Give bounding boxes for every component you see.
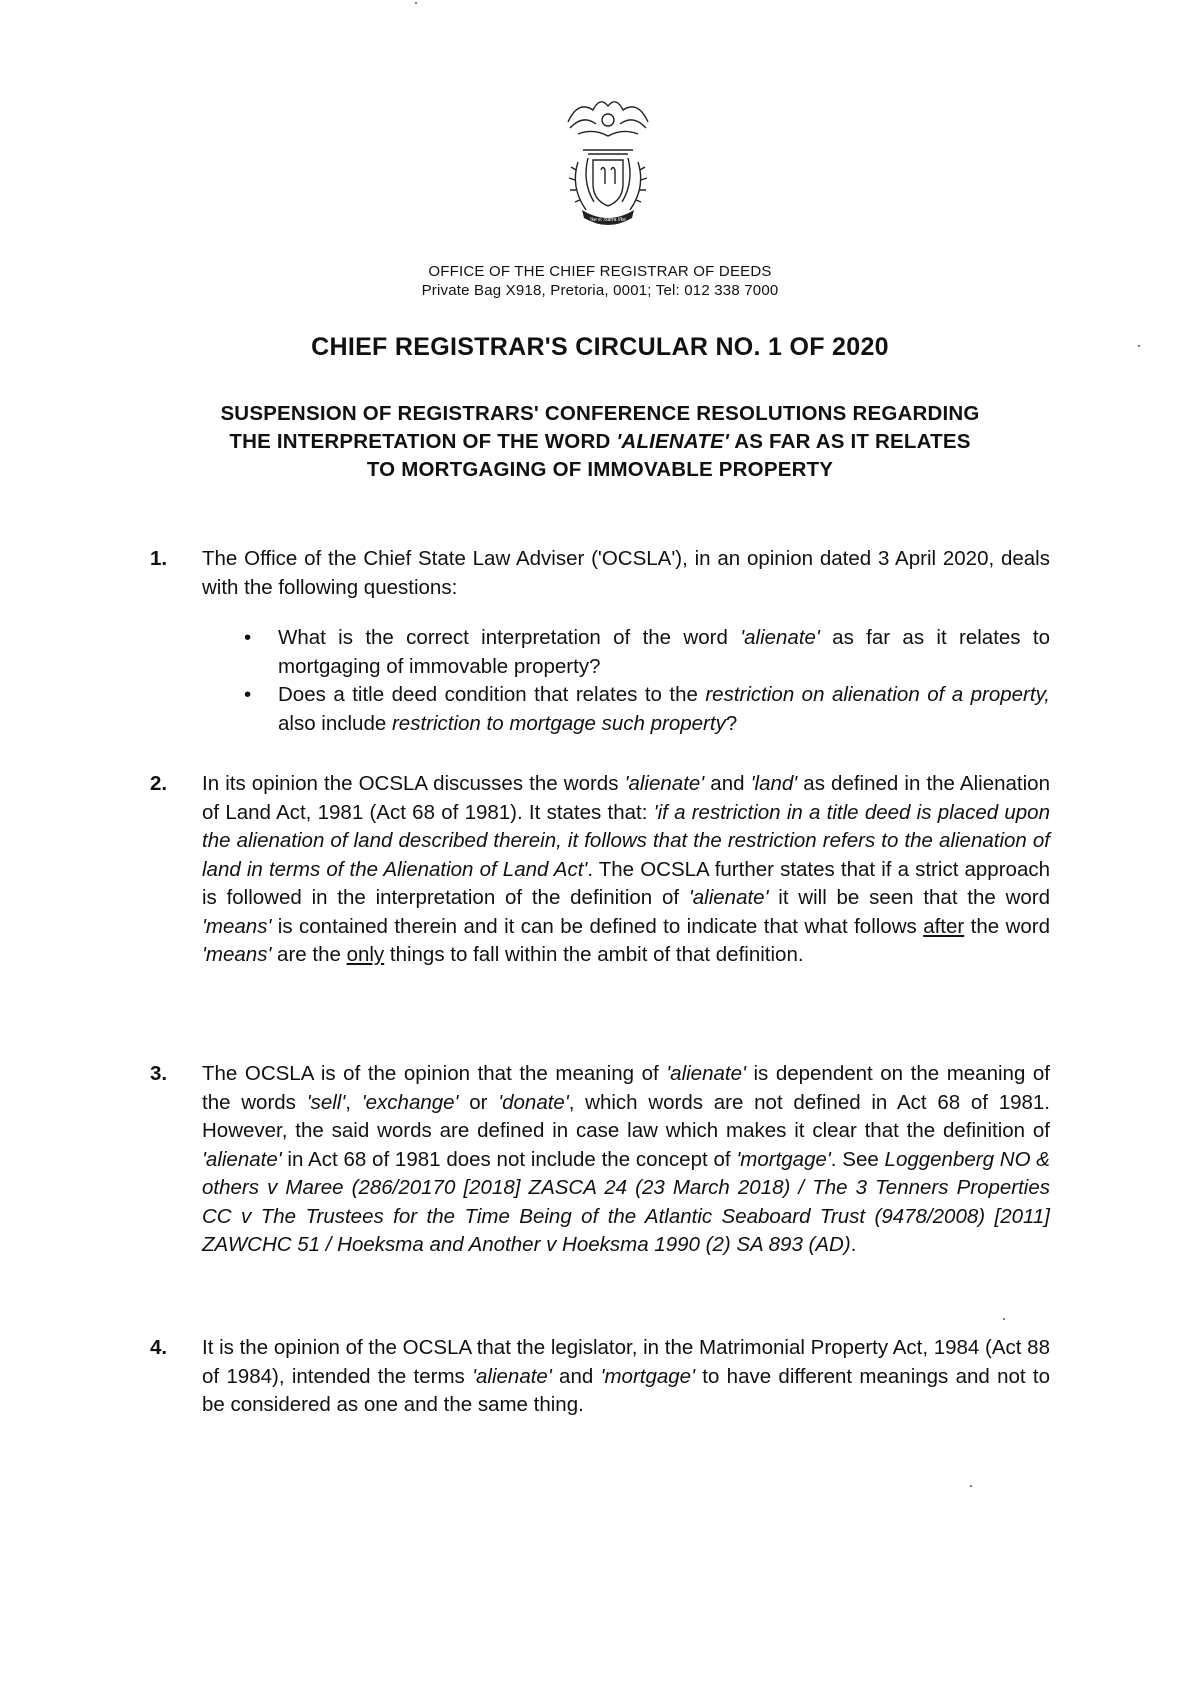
- emphasis: 'alienate': [624, 772, 705, 795]
- coat-of-arms-emblem: [548, 92, 668, 232]
- scan-speck: [970, 1485, 972, 1487]
- list-text: ?: [725, 711, 738, 735]
- office-address: Private Bag X918, Pretoria, 0001; Tel: 012 338 7000: [421, 282, 779, 299]
- emphasis: 'means': [202, 943, 272, 966]
- case-citations: Loggenberg NO & others v Maree (286/20170 [2018] ZASCA 24 (23 March 2018) / The 3 Tenners Properties CC v The Trustees for the Time Being of the Atlantic Seaboard Trust (9478/2008) [2011] ZAWCHC 51 / Hoeksma and Another v Hoeksma 1990 (2) SA 893 (AD): [202, 1147, 1050, 1256]
- emphasis: 'alienate': [202, 1147, 282, 1171]
- subject-line-3: TO MORTGAGING OF IMMOVABLE PROPERTY: [366, 458, 834, 481]
- paragraph-1: [150, 545, 1050, 738]
- text-run: the word: [964, 914, 1050, 938]
- text-run: , which words are not defined in Act 68 of 1981. However, the said words are defined in case law which makes it clear that the definition of: [202, 1090, 1051, 1142]
- text-run: it will be seen that the word: [768, 886, 1050, 909]
- text-run: as defined in the Alienation of Land Act, 1981 (Act 68 of 1981). It states that:: [202, 772, 1050, 824]
- text-run: to have different meanings and not to be considered as one and the same thing.: [202, 1364, 1050, 1416]
- office-header: [0, 262, 1200, 300]
- emphasis: 'mortgage': [736, 1147, 831, 1171]
- paragraph-4: [150, 1334, 1050, 1420]
- paragraph-number: 2.: [150, 772, 168, 795]
- bullet-icon: •: [244, 626, 252, 649]
- text-run: things to fall within the ambit of that definition.: [384, 943, 804, 966]
- text-run: in Act 68 of 1981 does not include the concept of: [281, 1147, 737, 1171]
- emphasis: 'sell': [306, 1090, 346, 1114]
- bullet-icon: •: [244, 683, 252, 706]
- list-text: Does a title deed condition that relates to the: [278, 683, 706, 706]
- underlined-word: only: [346, 943, 385, 966]
- subject-line-2-emphasis: 'ALIENATE': [616, 430, 730, 453]
- list-emphasis: restriction on alienation of a property,: [705, 683, 1050, 706]
- subject-line-2-text: THE INTERPRETATION OF THE WORD: [229, 430, 617, 453]
- paragraph-3: [150, 1060, 1050, 1260]
- circular-title: CHIEF REGISTRAR'S CIRCULAR NO. 1 OF 2020: [311, 333, 889, 361]
- scan-speck: [1138, 345, 1140, 347]
- list-item: [244, 624, 1050, 681]
- emphasis: 'donate': [498, 1090, 569, 1114]
- emphasis: 'alienate': [666, 1062, 746, 1085]
- list-text: as far as it relates to mortgaging of immovable property?: [278, 626, 1050, 678]
- paragraph-number: 1.: [150, 547, 168, 570]
- emphasis: 'means': [202, 914, 272, 938]
- text-run: and: [551, 1364, 601, 1388]
- scan-speck: [415, 2, 417, 4]
- paragraph-body: The Office of the Chief State Law Adviser ('OCSLA'), in an opinion dated 3 April 2020, deals with the following questions:: [202, 547, 1050, 599]
- text-run: The OCSLA is of the opinion that the meaning of: [202, 1062, 667, 1085]
- office-name: OFFICE OF THE CHIEF REGISTRAR OF DEEDS: [428, 263, 772, 280]
- text-run: or: [458, 1090, 499, 1114]
- underlined-word: after: [923, 914, 965, 938]
- question-list: [150, 624, 1050, 738]
- subject-line-2-end: AS FAR AS IT RELATES: [729, 430, 971, 453]
- scan-speck: [1003, 1318, 1005, 1320]
- list-text: also include: [278, 711, 392, 735]
- text-run: In its opinion the OCSLA discusses the words: [202, 772, 625, 795]
- text-run: and: [704, 772, 751, 795]
- paragraph-number: 4.: [150, 1336, 168, 1359]
- paragraph-body: [202, 1060, 1050, 1260]
- circular-subject: [150, 400, 1050, 484]
- text-run: It is the opinion of the OCSLA that the legislator, in the Matrimonial Property Act, 1984 (Act 88 of 1984), intended the terms: [202, 1336, 1050, 1388]
- subject-line-2: [150, 428, 1050, 456]
- paragraph-body: [202, 770, 1050, 970]
- text-run: . See: [830, 1147, 885, 1171]
- emphasis: 'mortgage': [600, 1364, 695, 1388]
- text-run: is contained therein and it can be defined to indicate that what follows: [271, 914, 924, 938]
- text-run: ,: [345, 1090, 362, 1114]
- paragraph-number: 3.: [150, 1062, 168, 1085]
- paragraph-2: [150, 770, 1050, 970]
- paragraph-body: [202, 1334, 1050, 1420]
- quotation: 'if a restriction in a title deed is placed upon the alienation of land described therein, it follows that the restriction refers to the alienation of land in terms of the Alienation of Land Act': [202, 800, 1050, 881]
- text-run: .: [850, 1233, 857, 1256]
- emphasis: 'land': [750, 772, 798, 795]
- list-emphasis: 'alienate': [740, 626, 820, 649]
- emphasis: 'exchange': [361, 1090, 459, 1114]
- svg-text:!ke e: /xarra //ke: !ke e: /xarra //ke: [590, 217, 626, 223]
- text-run: is dependent on the meaning of the words: [202, 1062, 1050, 1114]
- list-text: What is the correct interpretation of the word: [278, 626, 741, 649]
- emphasis: 'alienate': [688, 886, 769, 909]
- emphasis: 'alienate': [472, 1364, 552, 1388]
- subject-line-1: SUSPENSION OF REGISTRARS' CONFERENCE RESOLUTIONS REGARDING: [220, 402, 980, 425]
- text-run: . The OCSLA further states that if a strict approach is followed in the interpretation of the definition of: [202, 857, 1050, 909]
- text-run: are the: [271, 943, 347, 966]
- list-item: [244, 681, 1050, 738]
- list-emphasis: restriction to mortgage such property: [391, 711, 726, 735]
